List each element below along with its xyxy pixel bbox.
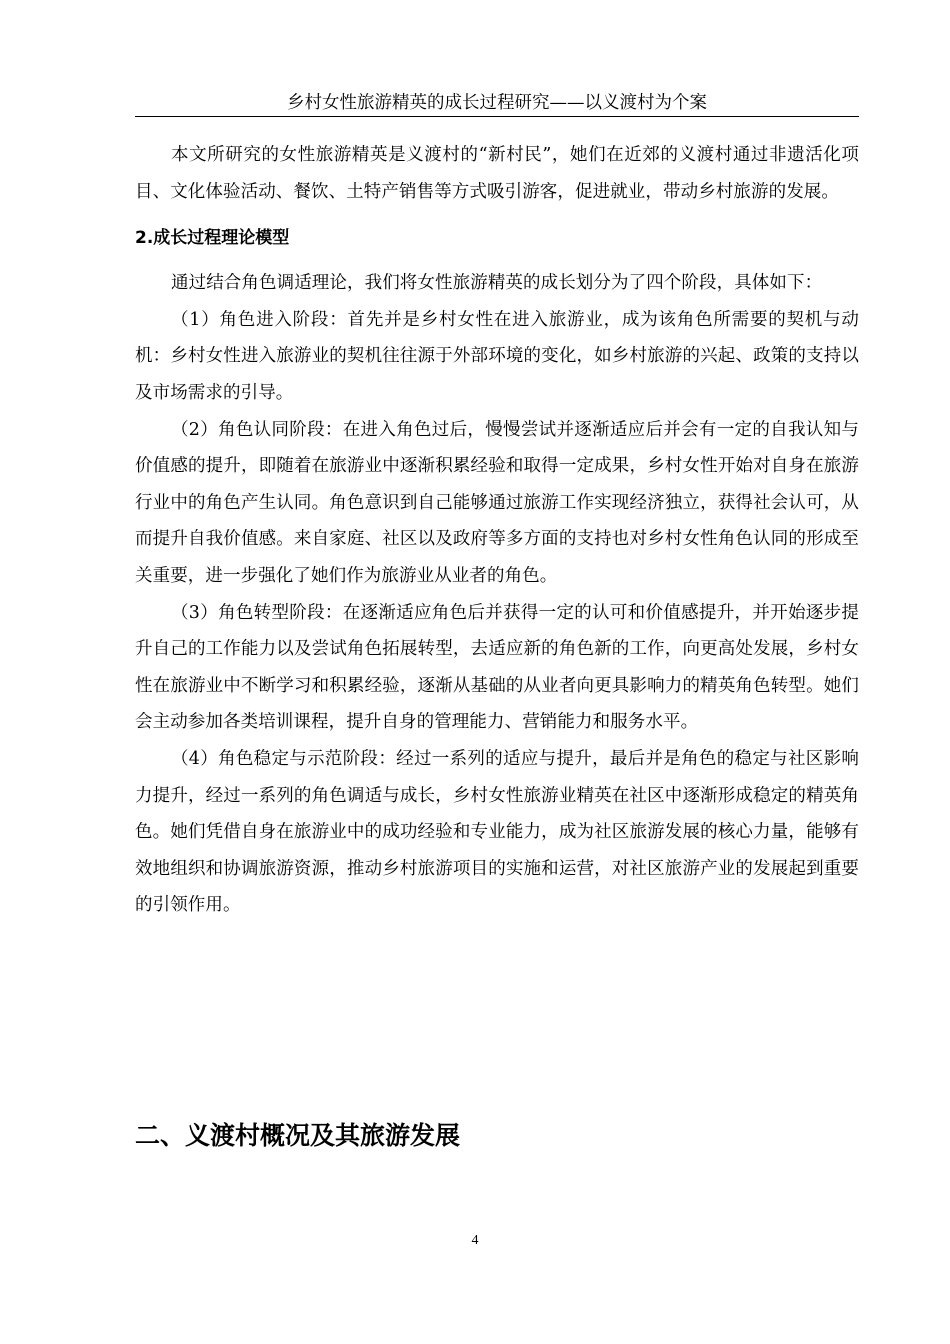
model-intro-paragraph: 通过结合角色调适理论，我们将女性旅游精英的成长划分为了四个阶段，具体如下： (171, 273, 823, 294)
stage-paragraph-4: （4）角色稳定与示范阶段：经过一系列的适应与提升，最后并是角色的稳定与社区影响力提升，经过一系列的角色调适与成长，乡村女性旅游业精英在社区中逐渐形成稳定的精英角色。她们凭借自身在旅游业中的成功经验和专业能力，成为社区旅游发展的核心力量，能够有效地组织和协调旅游资源，推动乡村旅游项目的实施和运营，对社区旅游产业的发展起到重要的引领作用。 (135, 748, 859, 916)
intro-paragraph: 本文所研究的女性旅游精英是义渡村的“新村民”，她们在近郊的义渡村通过非遗活化项目、文化体验活动、餐饮、土特产销售等方式吸引游客，促进就业，带动乡村旅游的发展。 (135, 145, 859, 202)
header-rule (135, 116, 859, 117)
subsection-heading: 2.成长过程理论模型 (135, 228, 290, 249)
body-text (135, 137, 859, 924)
page-number: 4 (471, 1233, 479, 1248)
stage-paragraph-3: （3）角色转型阶段：在逐渐适应角色后并获得一定的认可和价值感提升，并开始逐步提升自己的工作能力以及尝试角色拓展转型，去适应新的角色新的工作，向更高处发展，乡村女性在旅游业中不断学习和积累经验，逐渐从基础的从业者向更具影响力的精英角色转型。她们会主动参加各类培训课程，提升自身的管理能力、营销能力和服务水平。 (135, 602, 859, 733)
running-header: 乡村女性旅游精英的成长过程研究——以义渡村为个案 (287, 93, 707, 113)
stage-paragraph-1: （1）角色进入阶段：首先并是乡村女性在进入旅游业，成为该角色所需要的契机与动机：乡村女性进入旅游业的契机往往源于外部环境的变化，如乡村旅游的兴起、政策的支持以及市场需求的引导。 (135, 309, 859, 403)
stage-paragraph-2: （2）角色认同阶段：在进入角色过后，慢慢尝试并逐渐适应后并会有一定的自我认知与价值感的提升，即随着在旅游业中逐渐积累经验和取得一定成果，乡村女性开始对自身在旅游行业中的角色产生认同。角色意识到自己能够通过旅游工作实现经济独立，获得社会认可，从而提升自我价值感。来自家庭、社区以及政府等多方面的支持也对乡村女性角色认同的形成至关重要，进一步强化了她们作为旅游业从业者的角色。 (135, 419, 859, 586)
section-heading: 二、义渡村概况及其旅游发展 (135, 1121, 461, 1150)
